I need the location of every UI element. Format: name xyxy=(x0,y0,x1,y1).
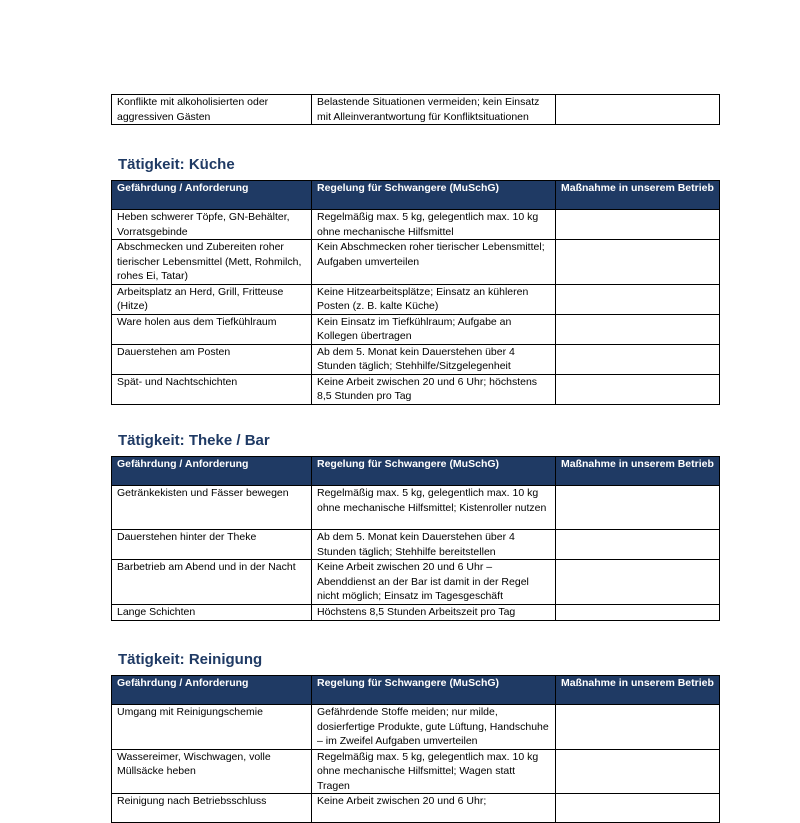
hazard-cell: Barbetrieb am Abend und in der Nacht xyxy=(112,560,312,605)
measure-cell xyxy=(556,486,720,530)
measure-cell xyxy=(556,560,720,605)
hazard-cell: Dauerstehen am Posten xyxy=(112,344,312,374)
column-header-hazard: Gefährdung / Anforderung xyxy=(112,676,312,705)
table-header-row xyxy=(112,181,720,210)
regulation-cell: Kein Einsatz im Tiefkühlraum; Aufgabe an Kollegen übertragen xyxy=(312,314,556,344)
kitchen-table xyxy=(111,180,720,405)
table-row xyxy=(112,210,720,240)
table-header-row xyxy=(112,457,720,486)
table-row xyxy=(112,705,720,750)
column-header-measure: Maßnahme in unserem Betrieb xyxy=(556,457,720,486)
regulation-cell: Keine Arbeit zwischen 20 und 6 Uhr; xyxy=(312,794,556,823)
measure-cell xyxy=(556,705,720,750)
measure-cell xyxy=(556,344,720,374)
measure-cell xyxy=(556,284,720,314)
bar-table xyxy=(111,456,720,621)
hazard-cell: Dauerstehen hinter der Theke xyxy=(112,530,312,560)
measure-cell xyxy=(556,604,720,620)
table-row xyxy=(112,314,720,344)
regulation-cell: Ab dem 5. Monat kein Dauerstehen über 4 Stunden täglich; Stehhilfe bereitstellen xyxy=(312,530,556,560)
regulation-cell: Kein Abschmecken roher tierischer Lebensmittel; Aufgaben umverteilen xyxy=(312,240,556,285)
table-header-row xyxy=(112,676,720,705)
hazard-cell: Getränkekisten und Fässer bewegen xyxy=(112,486,312,530)
regulation-cell: Keine Hitzearbeitsplätze; Einsatz an kühleren Posten (z. B. kalte Küche) xyxy=(312,284,556,314)
measure-cell xyxy=(556,210,720,240)
hazard-cell: Arbeitsplatz an Herd, Grill, Fritteuse (Hitze) xyxy=(112,284,312,314)
section-title-theke-bar: Tätigkeit: Theke / Bar xyxy=(118,432,270,449)
table-row xyxy=(112,794,720,823)
cleaning-table xyxy=(111,675,720,823)
column-header-regulation: Regelung für Schwangere (MuSchG) xyxy=(312,181,556,210)
measure-cell xyxy=(556,794,720,823)
column-header-measure: Maßnahme in unserem Betrieb xyxy=(556,181,720,210)
table-row xyxy=(112,486,720,530)
table-row xyxy=(112,374,720,404)
hazard-cell: Wassereimer, Wischwagen, volle Müllsäcke heben xyxy=(112,749,312,794)
table-row xyxy=(112,530,720,560)
column-header-regulation: Regelung für Schwangere (MuSchG) xyxy=(312,676,556,705)
regulation-cell: Regelmäßig max. 5 kg, gelegentlich max. 10 kg ohne mechanische Hilfsmittel; Kistenroller nutzen xyxy=(312,486,556,530)
measure-cell xyxy=(556,240,720,285)
hazard-cell: Konflikte mit alkoholisierten oder aggressiven Gästen xyxy=(112,95,312,125)
table-row xyxy=(112,604,720,620)
column-header-hazard: Gefährdung / Anforderung xyxy=(112,181,312,210)
regulation-cell: Keine Arbeit zwischen 20 und 6 Uhr – Abenddienst an der Bar ist damit in der Regel nicht möglich; Einsatz im Tagesgeschäft xyxy=(312,560,556,605)
column-header-hazard: Gefährdung / Anforderung xyxy=(112,457,312,486)
table-row xyxy=(112,344,720,374)
section-title-reinigung: Tätigkeit: Reinigung xyxy=(118,651,263,668)
hazard-cell: Ware holen aus dem Tiefkühlraum xyxy=(112,314,312,344)
table-row xyxy=(112,240,720,285)
hazard-cell: Spät- und Nachtschichten xyxy=(112,374,312,404)
regulation-cell: Belastende Situationen vermeiden; kein Einsatz mit Alleinverantwortung für Konfliktsituationen xyxy=(312,95,556,125)
table-row xyxy=(112,95,720,125)
column-header-regulation: Regelung für Schwangere (MuSchG) xyxy=(312,457,556,486)
regulation-cell: Gefährdende Stoffe meiden; nur milde, dosierfertige Produkte, gute Lüftung, Handschuhe – im Zweifel Aufgaben umverteilen xyxy=(312,705,556,750)
measure-cell xyxy=(556,530,720,560)
continued-service-table xyxy=(111,94,720,125)
section-title-kueche: Tätigkeit: Küche xyxy=(118,156,235,173)
table-row xyxy=(112,560,720,605)
hazard-cell: Lange Schichten xyxy=(112,604,312,620)
measure-cell xyxy=(556,314,720,344)
measure-cell xyxy=(556,374,720,404)
regulation-cell: Regelmäßig max. 5 kg, gelegentlich max. 10 kg ohne mechanische Hilfsmittel xyxy=(312,210,556,240)
table-row xyxy=(112,749,720,794)
regulation-cell: Ab dem 5. Monat kein Dauerstehen über 4 Stunden täglich; Stehhilfe/Sitzgelegenheit xyxy=(312,344,556,374)
hazard-cell: Umgang mit Reinigungschemie xyxy=(112,705,312,750)
hazard-cell: Heben schwerer Töpfe, GN-Behälter, Vorratsgebinde xyxy=(112,210,312,240)
measure-cell xyxy=(556,749,720,794)
table-row xyxy=(112,284,720,314)
regulation-cell: Höchstens 8,5 Stunden Arbeitszeit pro Tag xyxy=(312,604,556,620)
column-header-measure: Maßnahme in unserem Betrieb xyxy=(556,676,720,705)
measure-cell xyxy=(556,95,720,125)
regulation-cell: Regelmäßig max. 5 kg, gelegentlich max. 10 kg ohne mechanische Hilfsmittel; Wagen statt Tragen xyxy=(312,749,556,794)
hazard-cell: Reinigung nach Betriebsschluss xyxy=(112,794,312,823)
regulation-cell: Keine Arbeit zwischen 20 und 6 Uhr; höchstens 8,5 Stunden pro Tag xyxy=(312,374,556,404)
hazard-cell: Abschmecken und Zubereiten roher tierischer Lebensmittel (Mett, Rohmilch, rohes Ei, Tatar) xyxy=(112,240,312,285)
